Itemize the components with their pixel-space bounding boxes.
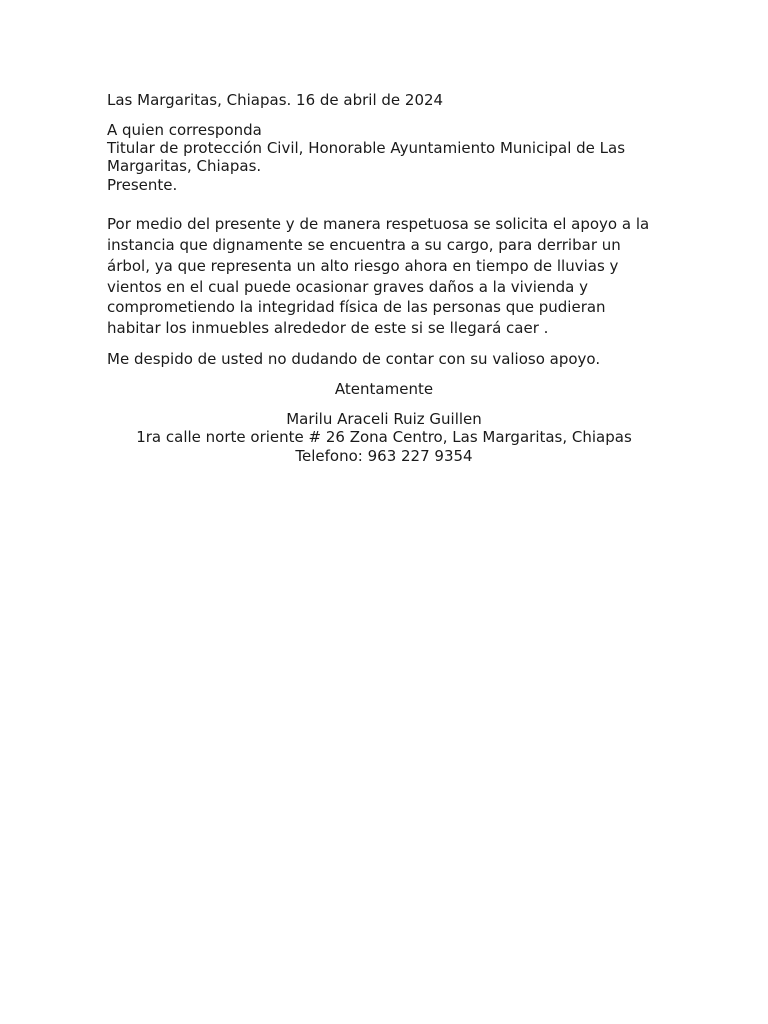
- signature-address: 1ra calle norte oriente # 26 Zona Centro, Las Margaritas, Chiapas: [136, 428, 632, 447]
- recipient-line: Presente.: [107, 175, 178, 194]
- body-paragraph: [107, 214, 667, 339]
- signature-phone: Telefono: 963 227 9354: [295, 446, 473, 465]
- body-line: habitar los inmuebles alrededor de este si se llegará caer .: [107, 319, 549, 338]
- letter-content: [107, 90, 667, 465]
- recipient-line: Margaritas, Chiapas.: [107, 157, 262, 176]
- recipient-line: A quien corresponda: [107, 121, 262, 139]
- body-line: árbol, ya que representa un alto riesgo ahora en tiempo de lluvias y: [107, 256, 619, 275]
- signature-name: Marilu Araceli Ruiz Guillen: [286, 410, 482, 429]
- signature-block: [107, 410, 661, 465]
- closing-line: Me despido de usted no dudando de contar con su valioso apoyo.: [107, 350, 601, 369]
- date-line: Las Margaritas, Chiapas. 16 de abril de 2024: [107, 91, 444, 109]
- body-line: vientos en el cual puede ocasionar graves daños a la vivienda y: [107, 277, 588, 296]
- body-line: Por medio del presente y de manera respetuosa se solicita el apoyo a la: [107, 214, 650, 233]
- body-line: comprometiendo la integridad física de las personas que pudieran: [107, 298, 606, 317]
- recipient-block: [107, 121, 667, 194]
- sign-off: Atentamente: [334, 380, 434, 399]
- body-line: instancia que dignamente se encuentra a su cargo, para derribar un: [107, 235, 621, 254]
- recipient-line: Titular de protección Civil, Honorable Ayuntamiento Municipal de Las: [107, 139, 626, 158]
